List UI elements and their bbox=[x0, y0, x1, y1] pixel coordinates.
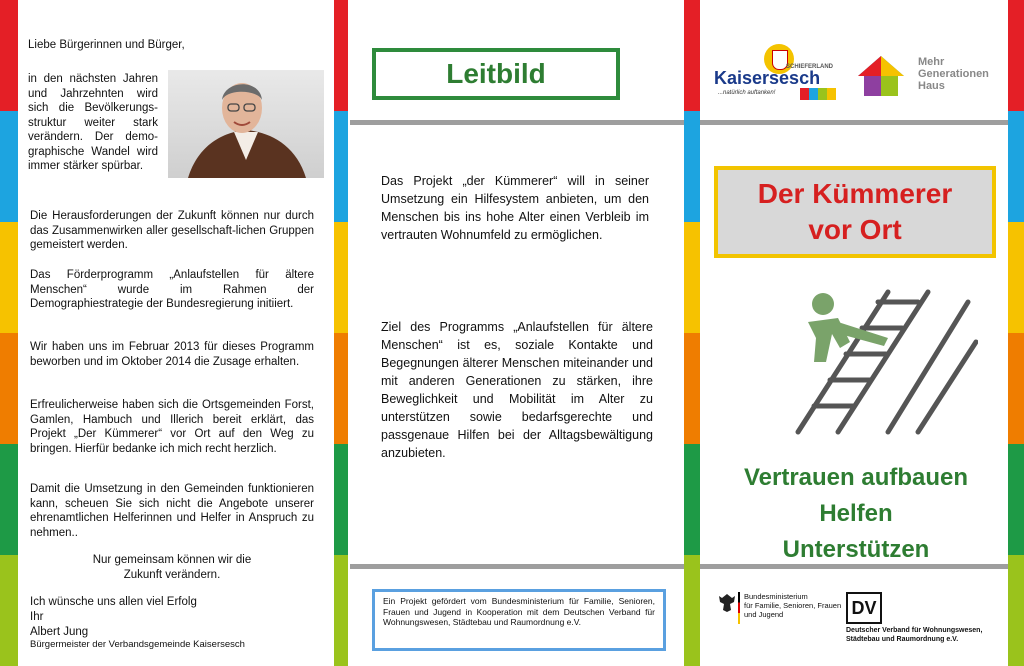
ministry-line-2: für Familie, Senioren, Frauen bbox=[744, 601, 842, 610]
slogan-2: Helfen bbox=[819, 500, 893, 527]
flag-bar-icon bbox=[738, 592, 740, 624]
house-icon bbox=[856, 54, 906, 98]
title-line-2: vor Ort bbox=[808, 214, 902, 245]
mehrgenerationenhaus-logo bbox=[856, 54, 1006, 102]
leitbild-paragraph-2: Ziel des Programms „Anlaufstellen für ältere Menschen“ ist es, soziale Kontakte und Begegnungen älterer Menschen miteinander und mit anderen Generationen zu stärken, ihre Beweglichkeit und Mobilität im Alter zu unterstützen sowie bedarfsgerechte und passgenaue Hilfen bei der Alltagsbewältigung anzubieten. bbox=[381, 320, 653, 460]
colored-blocks-icon bbox=[800, 88, 836, 100]
leitbild-heading: Leitbild bbox=[372, 48, 620, 100]
signature-title: Bürgermeister der Verbandsgemeinde Kaisersesch bbox=[30, 639, 245, 650]
funding-note: Ein Projekt gefördert vom Bundesministerium für Familie, Senioren, Frauen und Jugend in Kooperation mit dem Deutschen Verband für Wohnungswesen, Städtebau und Raumordnung e.V. bbox=[372, 589, 666, 651]
divider-bottom bbox=[350, 564, 684, 569]
color-stripe-right bbox=[1008, 0, 1024, 666]
paragraph-4: Erfreulicherweise haben sich die Ortsgemeinden Forst, Gamlen, Hambuch und Illerich bereit erklärt, das Projekt „Der Kümmerer“ vor Ort auf den Weg zu bringen. Hierfür bedanke ich mich recht herzlich. bbox=[30, 399, 314, 455]
climbing-figure-illustration bbox=[778, 282, 978, 442]
eagle-icon bbox=[718, 592, 736, 614]
slogans bbox=[704, 460, 1008, 568]
title-box bbox=[714, 166, 996, 258]
kaisersesch-logo-top: SCHIEFERLAND bbox=[786, 64, 834, 70]
dv-logo bbox=[846, 592, 1006, 642]
closing-ihr: Ihr bbox=[30, 611, 44, 623]
paragraph-1: Die Herausforderungen der Zukunft können nur durch das Zusammenwirken aller gesellschaft-lichen Gruppen gemeistert werden. bbox=[30, 210, 314, 251]
dv-line-2: Städtebau und Raumordnung e.V. bbox=[846, 636, 959, 643]
kaisersesch-logo-text: Kaisersesch bbox=[714, 68, 821, 88]
divider-right-top bbox=[700, 120, 1008, 125]
dv-logo-mark: DV bbox=[846, 592, 882, 624]
ministry-logo bbox=[718, 592, 842, 642]
color-stripe-left bbox=[0, 0, 18, 666]
paragraph-3: Wir haben uns im Februar 2013 für dieses Programm beworben und im Oktober 2014 die Zusage erhalten. bbox=[30, 341, 314, 368]
paragraph-2: Das Förderprogramm „Anlaufstellen für ältere Menschen“ wurde im Rahmen der Demographiestrategie der Bundesregierung initiiert. bbox=[30, 269, 314, 310]
divider-right-bottom bbox=[700, 564, 1008, 569]
leitbild-paragraph-1: Das Projekt „der Kümmerer“ will in seiner Umsetzung ein Hilfesystem anbieten, um den Menschen bis ins hohe Alter einen Verbleib im vertrauten Wohnumfeld zu ermöglichen. bbox=[381, 174, 649, 242]
portrait-photo bbox=[168, 70, 324, 178]
dv-line-1: Deutscher Verband für Wohnungswesen, bbox=[846, 627, 983, 634]
ministry-line-1: Bundesministerium bbox=[744, 592, 808, 601]
slogan-3: Unterstützen bbox=[782, 536, 930, 563]
signature-name: Albert Jung bbox=[30, 626, 89, 638]
motto-line-2: Zukunft verändern. bbox=[123, 569, 221, 581]
mgh-text-1: Mehr bbox=[918, 56, 945, 68]
kaisersesch-tagline: ...natürlich auftanken! bbox=[718, 90, 776, 96]
kaisersesch-logo bbox=[714, 44, 838, 100]
greeting: Liebe Bürgerinnen und Bürger, bbox=[28, 39, 185, 51]
motto-line-1: Nur gemeinsam können wir die bbox=[92, 554, 252, 566]
intro-paragraph: in den nächsten Jahren und Jahrzehnten wird sich die Bevölkerungs-struktur weiter stark verändern. Der demo-graphische Wandel wird immer stärker spürbar. bbox=[28, 73, 158, 172]
divider-top bbox=[350, 120, 684, 125]
color-stripe-fold-1 bbox=[334, 0, 348, 666]
closing: Ich wünsche uns allen viel Erfolg bbox=[30, 596, 197, 608]
slogan-1: Vertrauen aufbauen bbox=[743, 464, 969, 491]
mgh-text-3: Haus bbox=[918, 80, 945, 92]
mgh-text-2: Generationen bbox=[918, 68, 989, 80]
ministry-line-3: und Jugend bbox=[744, 610, 784, 619]
paragraph-5: Damit die Umsetzung in den Gemeinden funktionieren kann, scheuen Sie sich nicht die Angebote unserer ehrenamtlichen Helferinnen und Helfer in Anspruch zu nehmen.. bbox=[30, 483, 314, 539]
color-stripe-fold-2 bbox=[684, 0, 700, 666]
title-line-1: Der Kümmerer bbox=[757, 178, 953, 209]
